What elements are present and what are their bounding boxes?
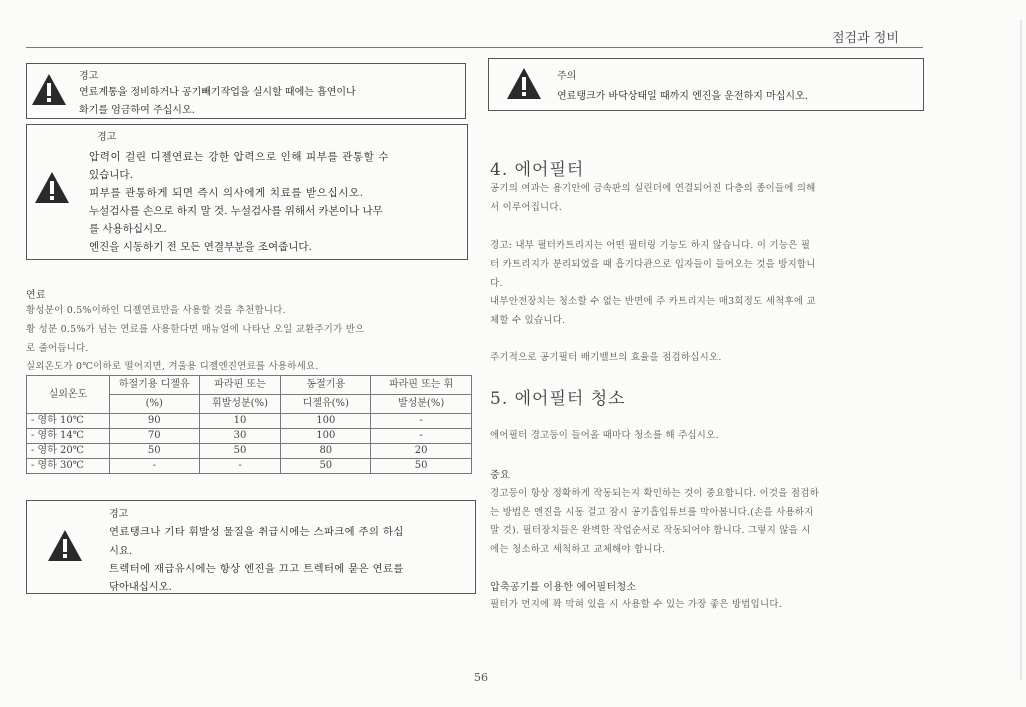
warning-box-3 xyxy=(26,500,476,594)
table-header-cell: 디젤유(%) xyxy=(281,395,371,414)
section-text-line: 체할 수 있습니다. xyxy=(490,315,566,326)
warning-text-line: 닦아내십시오. xyxy=(109,581,172,593)
table-row xyxy=(27,429,472,444)
table-cell: 100 xyxy=(281,429,371,444)
important-text-line: 말 것). 필터장치들은 완벽한 작업순서로 작동되어야 합니다. 그렇지 않을 시 xyxy=(490,525,811,536)
warning-triangle-icon xyxy=(506,67,542,100)
table-row xyxy=(27,459,472,474)
section-text-line: 터 카트리지가 분리되었을 때 흡기다관으로 입자들이 들어오는 것을 방지합니 xyxy=(490,259,816,270)
fuel-mix-table xyxy=(26,375,472,474)
table-header-cell: (%) xyxy=(109,395,199,414)
section-text-line: 공기의 여과는 용기안에 금속판의 실린더에 연결되어진 다층의 종이들에 의해 xyxy=(490,183,816,194)
section-text-line: 다. xyxy=(490,278,503,289)
table-cell: - xyxy=(371,429,472,444)
caution-box xyxy=(488,58,924,111)
table-header-cell: 파라핀 또는 휘 xyxy=(371,376,472,395)
fuel-text-line: 실외온도가 0℃이하로 떨어지면, 겨울용 디젤엔진연료를 사용하세요. xyxy=(26,361,319,372)
warning-triangle-icon xyxy=(31,73,67,106)
section-text-line: 내부안전장치는 청소할 수 없는 반면에 주 카트리지는 매3회정도 세척후에 교 xyxy=(490,296,816,307)
warning-text-line: 엔진을 시동하기 전 모든 연결부분을 조여줍니다. xyxy=(89,241,312,253)
section-text-line: 경고: 내부 필터카트리지는 어떤 필터링 기능도 하지 않습니다. 이 기능은 필 xyxy=(490,240,811,251)
warning-text-line: 를 사용하십시오. xyxy=(89,223,167,235)
table-header-row xyxy=(27,376,472,395)
table-cell: 100 xyxy=(281,414,371,429)
warning-box-1 xyxy=(26,63,466,119)
table-header-cell: 휘발성분(%) xyxy=(199,395,281,414)
important-text-line: 경고등이 항상 정확하게 작동되는지 확인하는 것이 중요합니다. 이것을 점검하 xyxy=(490,488,819,499)
page-number: 56 xyxy=(474,671,488,684)
table-header-cell: 하절기용 디젤유 xyxy=(109,376,199,395)
fuel-text-line: 황성분이 0.5%이하인 디젤연료만을 사용할 것을 추천합니다. xyxy=(26,305,286,316)
warning-text-line: 연료계통을 정비하거나 공기빼기작업을 실시할 때에는 흡연이나 xyxy=(79,87,356,98)
table-row xyxy=(27,414,472,429)
warning-text-line: 시요. xyxy=(109,545,133,557)
table-header-cell: 동절기용 xyxy=(281,376,371,395)
table-header-cell: 실외온도 xyxy=(27,376,110,414)
table-cell: 20 xyxy=(371,444,472,459)
header-divider xyxy=(26,47,923,48)
table-cell: - 영하 20℃ xyxy=(27,444,110,459)
table-cell: - xyxy=(371,414,472,429)
section-title-air-filter: 4. 에어필터 xyxy=(490,160,585,180)
table-cell: 70 xyxy=(109,429,199,444)
table-cell: 30 xyxy=(199,429,281,444)
table-row xyxy=(27,444,472,459)
warning-box-2 xyxy=(26,124,468,260)
warning-triangle-icon xyxy=(47,529,83,562)
table-cell: - xyxy=(109,459,199,474)
table-header-cell: 파라핀 또는 xyxy=(199,376,281,395)
warning-text-line: 연료탱크나 기타 휘발성 물질을 취급시에는 스파크에 주의 하십 xyxy=(109,526,404,538)
warning-title: 경고 xyxy=(109,509,129,520)
fuel-text-line: 로 줄어듭니다. xyxy=(26,343,89,354)
page-header-title: 점검과 정비 xyxy=(832,31,899,46)
table-cell: 80 xyxy=(281,444,371,459)
table-cell: - 영하 14℃ xyxy=(27,429,110,444)
section-text-line: 주기적으로 공기필터 배기밸브의 효율을 점검하십시오. xyxy=(490,352,722,363)
warning-text-line: 피부를 관통하게 되면 즉시 의사에게 치료를 받으십시오. xyxy=(89,187,364,199)
important-heading: 중요 xyxy=(490,470,510,481)
warning-title: 경고 xyxy=(97,132,117,143)
important-text-line: 는 방법은 엔진을 시동 걸고 잠시 공기흡입튜브를 막아봅니다.(손을 사용하지 xyxy=(490,507,814,518)
table-cell: 10 xyxy=(199,414,281,429)
table-cell: 50 xyxy=(281,459,371,474)
warning-triangle-icon xyxy=(34,171,70,204)
fuel-text-line: 황 성분 0.5%가 넘는 연료를 사용한다면 매뉴얼에 나타난 오일 교환주기가 반으 xyxy=(26,324,365,335)
table-cell: 50 xyxy=(371,459,472,474)
page-edge-shadow xyxy=(1020,20,1022,680)
compressed-air-heading: 압축공기를 이용한 에어필터청소 xyxy=(490,582,637,593)
warning-text-line: 누설검사를 손으로 하지 말 것. 누설검사를 위해서 카본이나 나무 xyxy=(89,205,383,217)
fuel-heading: 연료 xyxy=(26,290,46,301)
table-cell: 90 xyxy=(109,414,199,429)
compressed-air-text: 필터가 먼지에 꽉 막혀 있을 시 사용할 수 있는 가장 좋은 방법입니다. xyxy=(490,599,782,610)
warning-text-line: 압력이 걸린 디젤연료는 강한 압력으로 인해 피부를 관통할 수 xyxy=(89,151,390,163)
section-text-line: 서 이루어집니다. xyxy=(490,202,563,213)
important-text-line: 에는 청소하고 세척하고 교체해야 합니다. xyxy=(490,544,666,555)
warning-text-line: 화기를 엄금하여 주십시오. xyxy=(79,105,195,116)
section-title-air-filter-cleaning: 5. 에어필터 청소 xyxy=(490,389,626,409)
section-text-line: 에어필터 경고등이 들어올 때마다 청소를 해 주십시오. xyxy=(490,430,719,441)
table-cell: 50 xyxy=(199,444,281,459)
warning-text-line: 있습니다. xyxy=(89,169,133,181)
table-cell: 50 xyxy=(109,444,199,459)
warning-title: 경고 xyxy=(79,71,99,82)
table-cell: - xyxy=(199,459,281,474)
caution-text-line: 연료탱크가 바닥상태일 때까지 엔진을 운전하지 마십시오. xyxy=(557,91,808,102)
table-header-cell: 발성분(%) xyxy=(371,395,472,414)
caution-title: 주의 xyxy=(557,71,577,82)
table-cell: - 영하 10℃ xyxy=(27,414,110,429)
warning-text-line: 트렉터에 재급유시에는 항상 엔진을 끄고 트렉터에 묻은 연료를 xyxy=(109,563,404,575)
table-cell: - 영하 30℃ xyxy=(27,459,110,474)
